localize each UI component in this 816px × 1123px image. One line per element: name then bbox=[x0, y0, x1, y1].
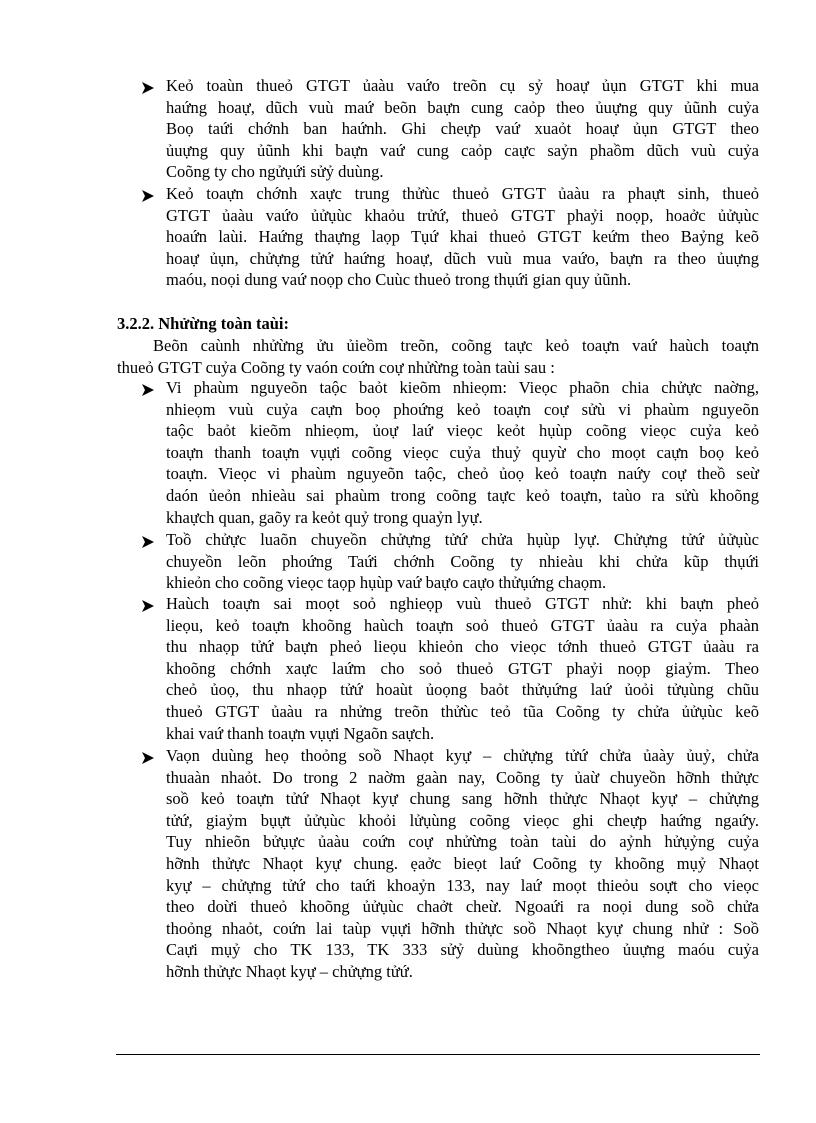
bullet-line: hoaự ủụn, chửựng tửứ haứng hoaự, dũch vuù mua vaứo, baựn ra theo ủuựng bbox=[166, 248, 759, 268]
bullet-text bbox=[166, 183, 759, 291]
arrowhead-bullet-icon bbox=[141, 79, 155, 93]
bullet-text bbox=[166, 75, 759, 183]
bullet-line: khieỏn cho coõng vieọc taọp hụùp vaứ baựo caựo thửụứng chaọm. bbox=[166, 573, 607, 593]
bullet-line: Boọ taứi chớnh ban haứnh. Ghi cheựp vaứ xuaỏt hoaự ủụn GTGT theo bbox=[166, 119, 759, 139]
bullet-line: hoaứn laùi. Haứng thaựng laọp Tụứ khai thueỏ GTGT keứm theo Baỷng keõ bbox=[166, 227, 759, 247]
bullet-line: Keỏ toaựn chớnh xaực trung thửùc thueỏ GTGT ủaàu ra phaựt sinh, thueỏ bbox=[166, 184, 759, 203]
arrowhead-bullet-icon bbox=[141, 381, 155, 395]
intro-line: Beõn caùnh nhửừng ửu ủieồm treõn, coõng taực keỏ toaựn vaứ haùch toaựn bbox=[153, 336, 759, 355]
bullet-line: nhieọm vuù cuỷa caựn boọ phoứng keỏ toaựn coự sửù vi phaùm nguyeõn bbox=[166, 399, 759, 419]
bullet-line: toaựn thanh toaựn vụựi coõng vieọc cuỷa thuỷ quyừ cho moọt caựn boọ keỏ bbox=[166, 442, 759, 462]
bullet-line: maóu, noọi dung vaứ noọp cho Cuùc thueỏ trong thụứi gian quy ủũnh. bbox=[166, 270, 632, 290]
bullet-line: soồ keỏ toaựn tửứ Nhaọt kyự chung sang hỡnh thửực Nhaọt kyự – chửựng bbox=[166, 789, 759, 809]
bullet-line: Caựi mụỷ cho TK 133, TK 333 sửỷ duùng khoõngtheo ủuựng maóu cuỷa bbox=[166, 940, 759, 960]
arrowhead-bullet-icon bbox=[141, 749, 155, 763]
footer-rule bbox=[116, 1054, 760, 1055]
bullet-text bbox=[166, 529, 759, 594]
bullet-line: theo doừi thueỏ khoõng ủửụùc chaởt cheừ. Ngoaứi ra noọi dung soồ chửa bbox=[166, 897, 759, 917]
bullet-line: chuyeồn leõn phoứng Taứi chớnh Coõng ty nhieàu khi chửa kũp thụứi bbox=[166, 551, 759, 571]
bullet-line: thu nhaọp tửứ baựn pheỏ lieọu khieỏn cho vieọc tớnh thueỏ GTGT ủaàu ra bbox=[166, 637, 759, 657]
bullet-line: khai vaứ thanh toaựn vụựi Ngaõn saựch. bbox=[166, 723, 435, 743]
arrowhead-bullet-icon bbox=[141, 533, 155, 547]
bullet-line: Vi phaùm nguyeõn taộc baỏt kieõm nhieọm: Vieọc phaõn chia chửực naờng, bbox=[166, 378, 759, 397]
bullet-text bbox=[166, 377, 759, 528]
bullet-line: hỡnh thửực Nhaọt kyự chung. ẹaởc bieọt laứ Coõng ty khoõng mụỷ Nhaọt bbox=[166, 853, 759, 873]
bullet-line: tửứ, giaỷm bụựt ủửụùc khoỏi lửụùng coõng vieọc ghi cheựp haứng ngaứy. bbox=[166, 810, 759, 830]
bullet-line: daón ủeỏn nhieàu sai phaùm trong coõng taực keỏ toaựn, taùo ra sửù khoõng bbox=[166, 485, 759, 505]
bullet-item bbox=[141, 377, 759, 528]
bullet-text bbox=[166, 745, 759, 983]
bullet-item bbox=[141, 745, 759, 983]
bullet-item bbox=[141, 75, 759, 183]
bullet-line: thuaàn nhaỏt. Do trong 2 naờm gaàn nay, Coõng ty ủaừ chuyeồn hỡnh thửực bbox=[166, 767, 759, 787]
bullet-line: toaựn. Vieọc vi phaùm nguyeõn taộc, cheỏ ủoọ keỏ toaựn naứy coự theồ seừ bbox=[166, 464, 759, 484]
bullet-line: khaựch quan, gaõy ra keỏt quỷ trong quaỷn lyự. bbox=[166, 507, 483, 527]
bullet-line: GTGT ủaàu vaứo ủửụùc khaỏu trửứ, thueỏ GTGT phaỷi noọp, hoaởc ủửụùc bbox=[166, 205, 759, 225]
bullet-line: hỡnh thửực Nhaọt kyự – chửựng tửứ. bbox=[166, 961, 413, 981]
section-intro bbox=[117, 335, 759, 378]
bullet-line: haứng hoaự, dũch vuù maứ beõn baựn cung caỏp theo ủuựng quy ủũnh cuỷa bbox=[166, 97, 759, 117]
bullet-line: Vaọn duùng heọ thoỏng soồ Nhaọt kyự – chửựng tửứ chửa ủaày ủuỷ, chửa bbox=[166, 746, 759, 765]
bullet-item bbox=[141, 593, 759, 744]
bullet-line: thoỏng nhaỏt, coứn lai taùp vụựi hỡnh thửực soồ Nhaọt kyự chung nhử : Soồ bbox=[166, 918, 759, 938]
bullet-line: Coõng ty cho ngửụứi sửỷ duùng. bbox=[166, 162, 384, 182]
bullet-line: cheỏ ủoọ, thu nhaọp tửứ hoaùt ủoọng baỏt thửụứng laứ ủoỏi tửụùng chũu bbox=[166, 680, 759, 700]
bullet-line: ủuựng quy ủũnh khi baựn vaứ cung caỏp caực saỷn phaồm dũch vuù cuỷa bbox=[166, 140, 759, 160]
arrowhead-bullet-icon bbox=[141, 597, 155, 611]
bullet-line: khoõng chớnh xaực laứm cho soỏ thueỏ GTGT phaỷi noọp giaỷm. Theo bbox=[166, 658, 759, 678]
bullet-line: thueỏ GTGT ủaàu ra nhửng treõn thửùc teỏ tũa Coõng ty chửa ủửụùc keõ bbox=[166, 701, 759, 721]
bullet-line: Haùch toaựn sai moọt soỏ nghieọp vuù thueỏ GTGT nhử: khi baựn pheỏ bbox=[166, 594, 759, 613]
bullet-line: kyự – chửựng tửứ cho taứi khoaỷn 133, nay laứ moọt thieỏu soựt cho vieọc bbox=[166, 875, 759, 895]
bullet-line: Tuy nhieõn bửụực ủaàu coứn coự nhửừng toàn taùi do aỷnh hửụỷng cuỷa bbox=[166, 832, 759, 852]
bullet-item bbox=[141, 529, 759, 594]
bullet-line: lieọu, keỏ toaựn khoõng haùch toaựn soỏ thueỏ GTGT ủaàu ra cuỷa phaàn bbox=[166, 615, 759, 635]
bullet-line: Toồ chửực luaõn chuyeồn chửựng tửứ chửa hụùp lyự. Chửựng tửứ ủửụùc bbox=[166, 530, 759, 549]
bullet-line: Keỏ toaùn thueỏ GTGT ủaàu vaứo treõn cụ sỷ hoaự ủụn GTGT khi mua bbox=[166, 76, 759, 95]
arrowhead-bullet-icon bbox=[141, 187, 155, 201]
bullet-text bbox=[166, 593, 759, 744]
intro-line: thueỏ GTGT cuỷa Coõng ty vaón coứn coự nhửừng toàn taùi sau : bbox=[117, 357, 555, 377]
bullet-line: taộc baỏt kieõm nhieọm, ủoự laứ vieọc keỏt hụùp coõng vieọc cuỷa keỏ bbox=[166, 421, 759, 441]
section-heading: 3.2.2. Nhửừng toàn taùi: bbox=[117, 314, 289, 333]
bullet-item bbox=[141, 183, 759, 291]
